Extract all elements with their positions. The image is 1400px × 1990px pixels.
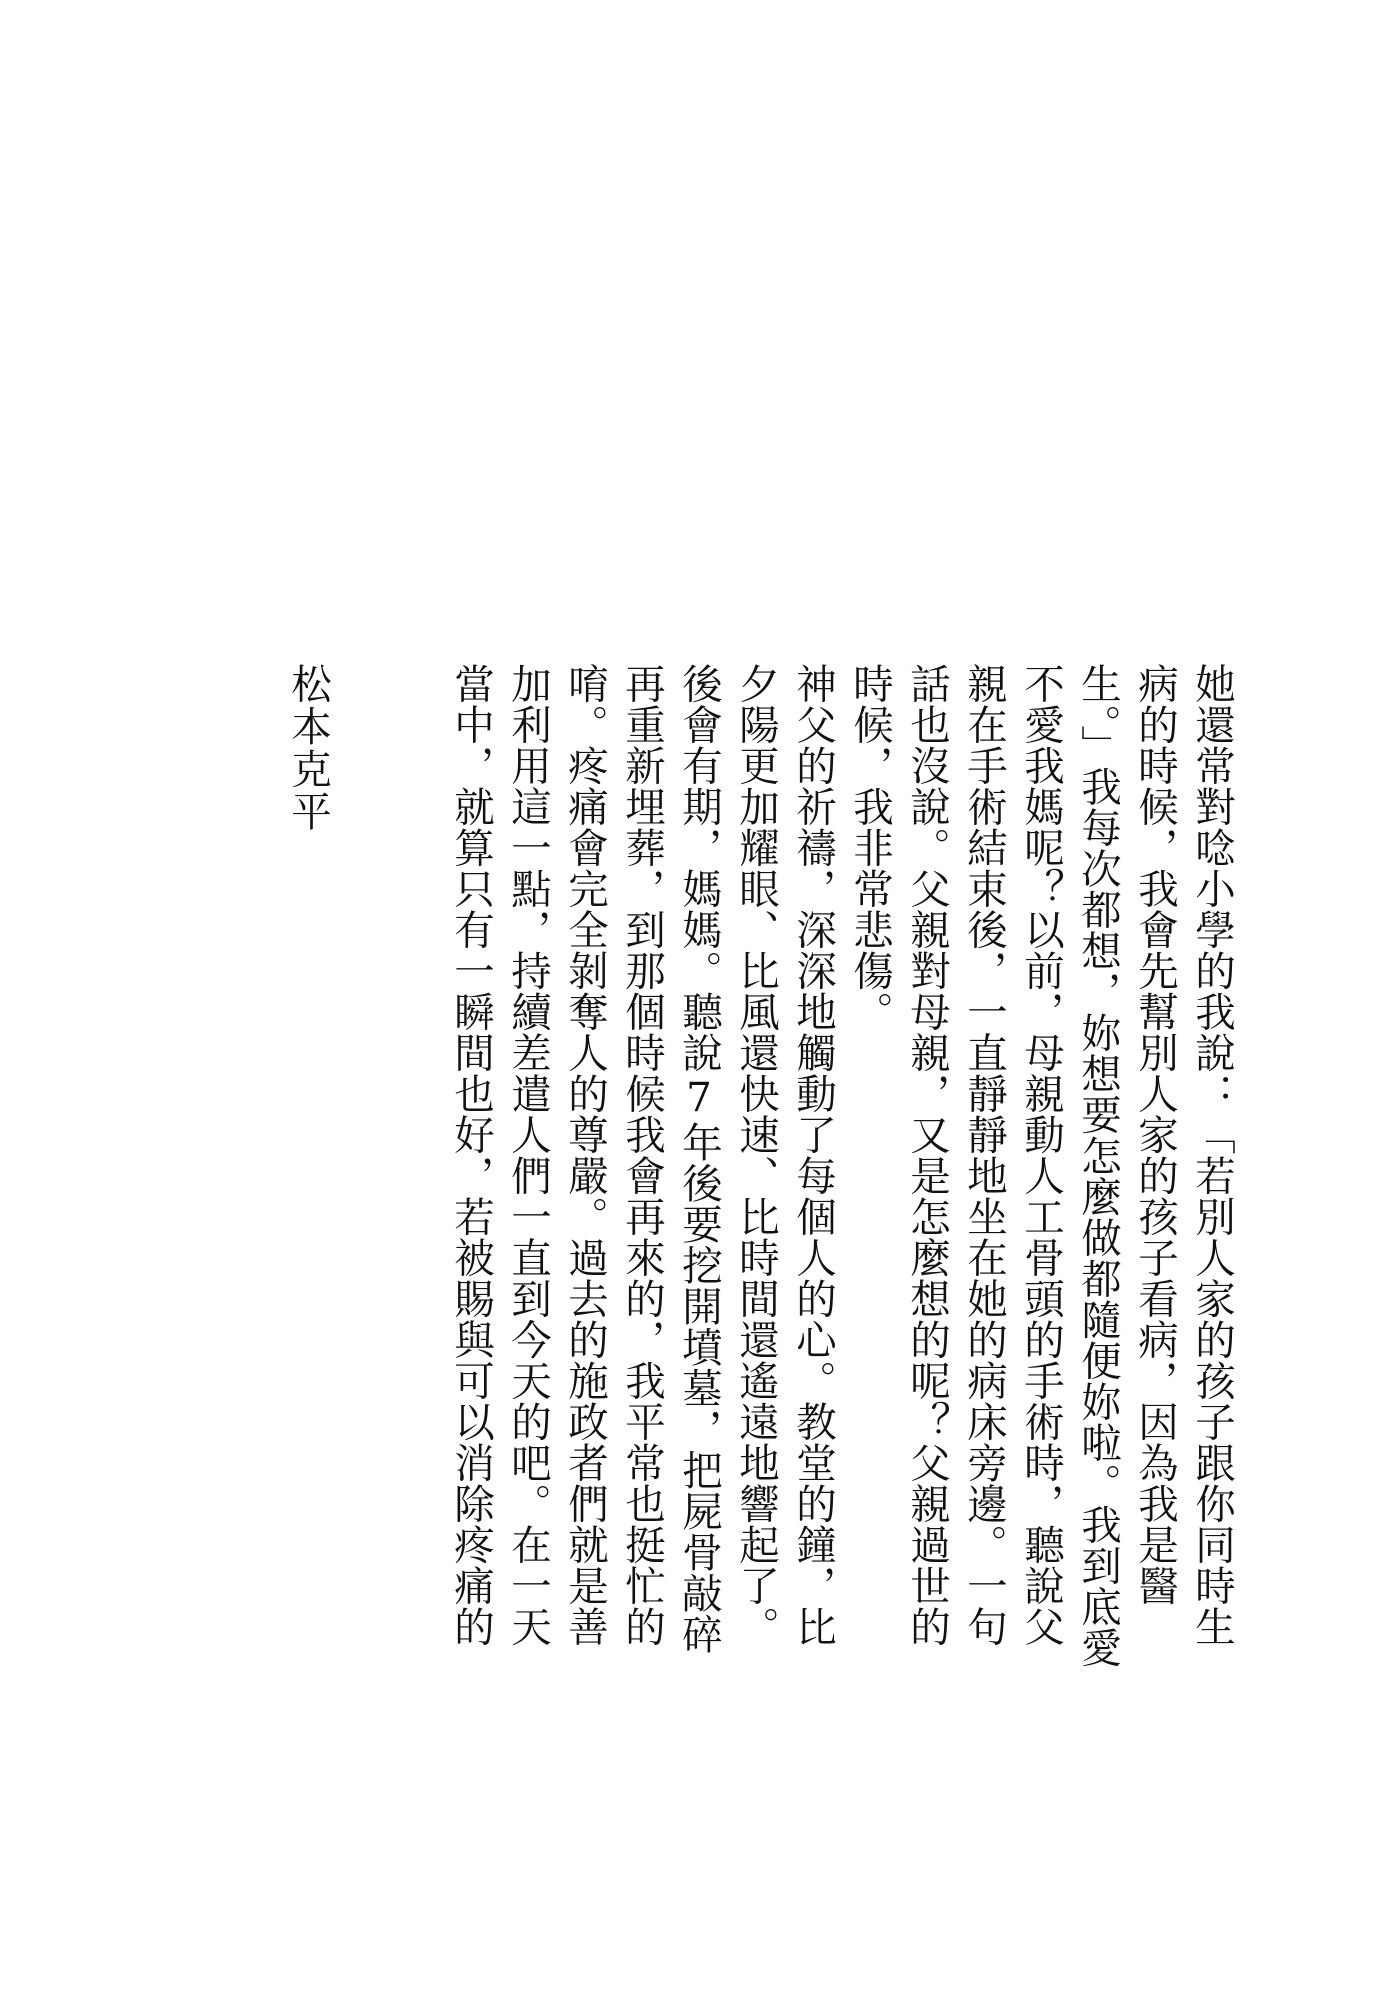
essay-paragraph: 她還常對唸小學的我說：「若別人家的孩子跟你同時生病的時候，我會先幫別人家的孩子看病，因為我是醫生。」我每次都想，妳想要怎麼做都隨便妳啦。我到底愛不愛我媽呢？以前，母親動人工骨頭的手術時，聽說父親在手術結束後，一直靜靜地坐在她的病床旁邊。一句話也沒說。父親對母親，又是怎麼想的呢？父親過世的時候，我非常悲傷。 — [846, 663, 1236, 1668]
essay-body — [440, 663, 1240, 1683]
author-name: 松本克平 — [284, 663, 332, 833]
essay-paragraph: 神父的祈禱，深深地觸動了每個人的心。教堂的鐘，比夕陽更加耀眼、比風還快速、比時間還遙遠地響起了。後會有期，媽媽。聽說7年後要挖開墳墓，把屍骨敲碎再重新埋葬，到那個時候我會再來的，我平常也挺忙的唷。疼痛會完全剝奪人的尊嚴。過去的施政者們就是善加利用這一點，持續差遣人們一直到今天的吧。在一天當中，就算只有一瞬間也好，若被賜與可以消除疼痛的 — [447, 663, 837, 1655]
